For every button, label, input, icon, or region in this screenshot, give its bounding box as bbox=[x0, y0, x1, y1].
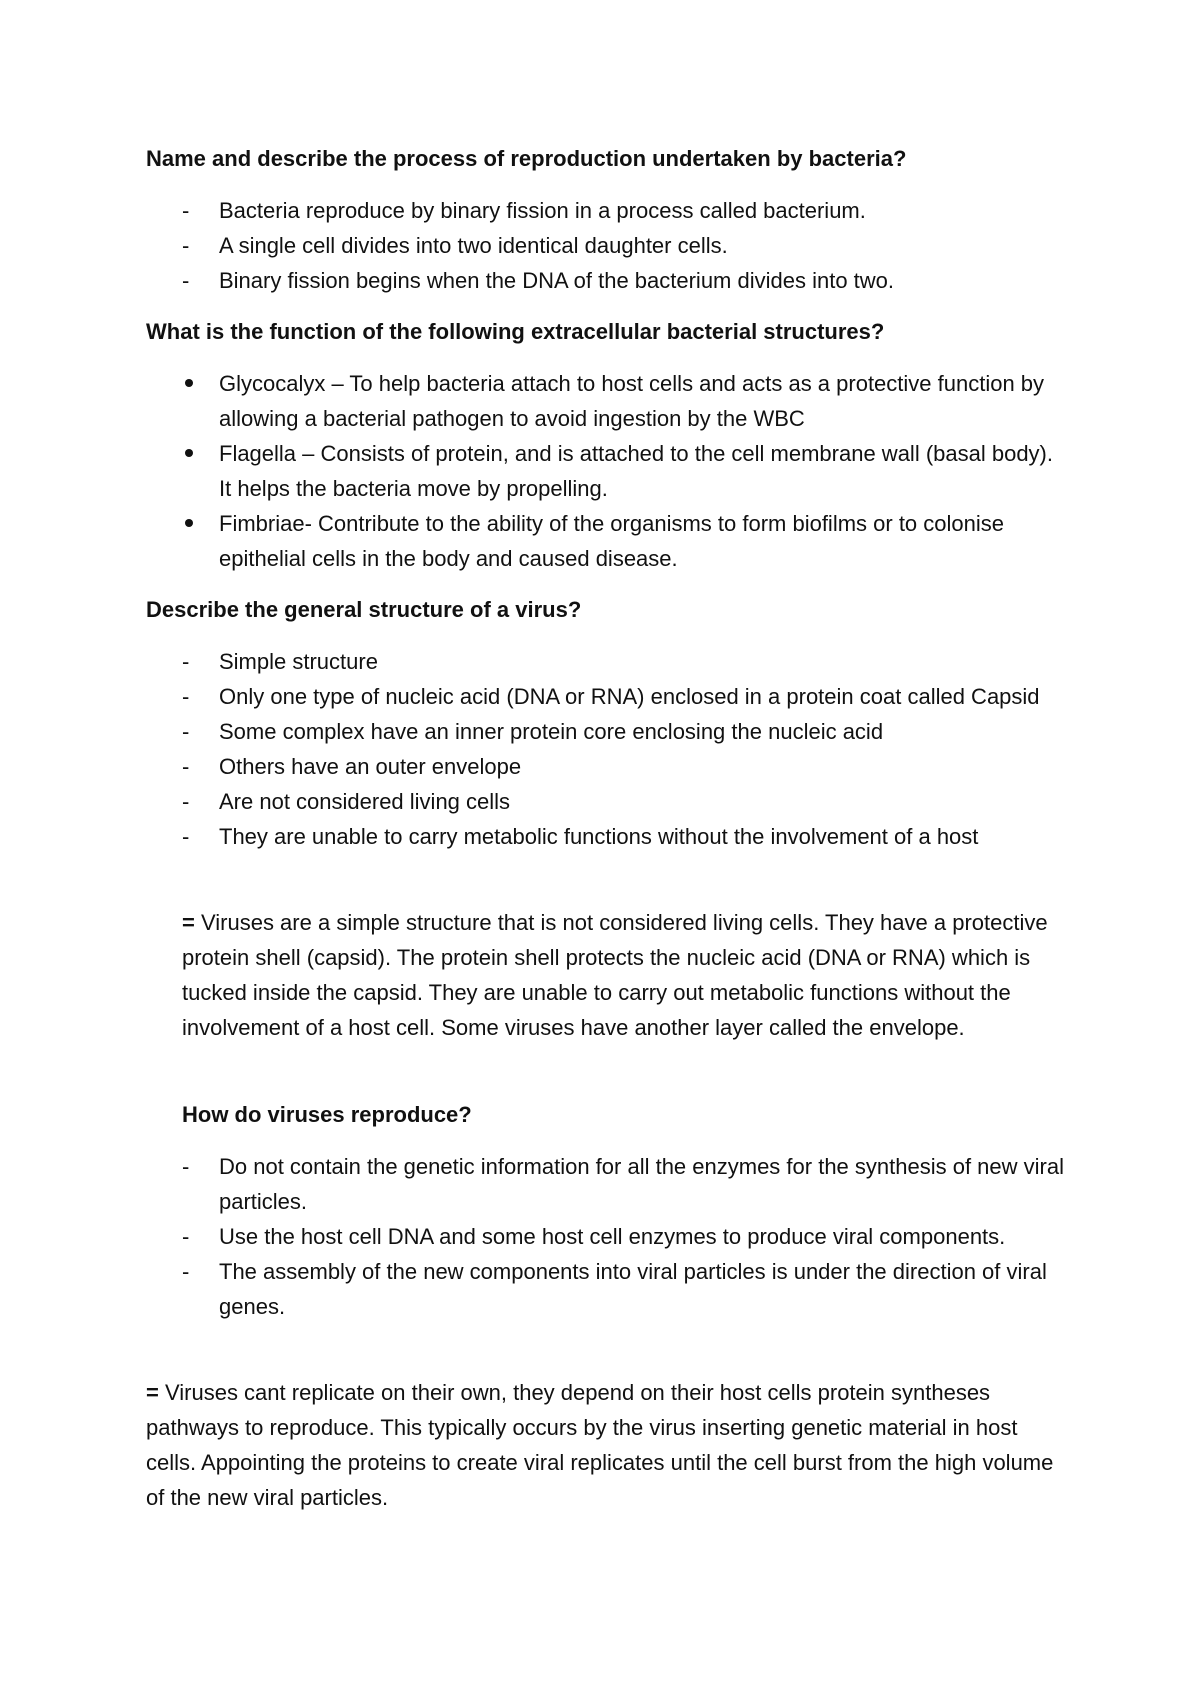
list-item bbox=[146, 1219, 1066, 1254]
dash-marker: - bbox=[182, 824, 190, 849]
list-item bbox=[146, 1254, 1066, 1324]
dash-marker: - bbox=[182, 268, 190, 293]
bullet-dot-icon bbox=[185, 519, 193, 527]
list-item-text: Simple structure bbox=[219, 649, 378, 674]
list-item-text: They are unable to carry metabolic functions without the involvement of a host bbox=[219, 824, 979, 849]
heading-virus-reproduction: How do viruses reproduce? bbox=[182, 1102, 472, 1127]
list-item-text: Binary fission begins when the DNA of the bacterium divides into two. bbox=[219, 268, 895, 293]
heading-virus-structure: Describe the general structure of a virus? bbox=[146, 597, 582, 622]
list-item-text: Fimbriae- Contribute to the ability of the organisms to form biofilms or to colonise epithelial cells in the body and caused disease. bbox=[219, 511, 1004, 571]
summary-prefix: = bbox=[182, 910, 195, 935]
list-item-text: Others have an outer envelope bbox=[219, 754, 522, 779]
list-item bbox=[146, 366, 1066, 436]
virus-reproduction-summary bbox=[146, 1375, 1066, 1515]
dash-marker: - bbox=[182, 1259, 190, 1284]
list-item bbox=[146, 436, 1066, 506]
bullet-dot-icon bbox=[185, 379, 193, 387]
heading-bacteria-reproduction: Name and describe the process of reproduction undertaken by bacteria? bbox=[146, 146, 907, 171]
virus-structure-summary bbox=[182, 905, 1066, 1045]
list-item-text: The assembly of the new components into viral particles is under the direction of viral genes. bbox=[219, 1259, 1047, 1319]
dash-marker: - bbox=[182, 1154, 190, 1179]
virus-reproduction-list bbox=[146, 1149, 1066, 1324]
list-item bbox=[146, 263, 1066, 298]
summary-text: Viruses cant replicate on their own, they depend on their host cells protein syntheses pathways to reproduce. This typically occurs by the virus inserting genetic material in host cells. Appointing the proteins to create viral replicates until the cell burst from the high volume of the new viral particles. bbox=[146, 1380, 1054, 1510]
virus-structure-list bbox=[146, 644, 1066, 854]
list-item-text: Are not considered living cells bbox=[219, 789, 511, 814]
dash-marker: - bbox=[182, 233, 190, 258]
dash-marker: - bbox=[182, 719, 190, 744]
bullet-dot-icon bbox=[185, 449, 193, 457]
list-item-text: Glycocalyx – To help bacteria attach to host cells and acts as a protective function by allowing a bacterial pathogen to avoid ingestion by the WBC bbox=[219, 371, 1045, 431]
list-item bbox=[146, 819, 1066, 854]
list-item-text: Do not contain the genetic information for all the enzymes for the synthesis of new viral particles. bbox=[219, 1154, 1064, 1214]
list-item bbox=[146, 193, 1066, 228]
list-item-text: Flagella – Consists of protein, and is attached to the cell membrane wall (basal body). It helps the bacteria move by propelling. bbox=[219, 441, 1053, 501]
list-item-text: Use the host cell DNA and some host cell enzymes to produce viral components. bbox=[219, 1224, 1006, 1249]
list-item-text: A single cell divides into two identical daughter cells. bbox=[219, 233, 728, 258]
list-item bbox=[146, 749, 1066, 784]
dash-marker: - bbox=[182, 684, 190, 709]
list-item-text: Bacteria reproduce by binary fission in a process called bacterium. bbox=[219, 198, 866, 223]
heading-extracellular-structures: What is the function of the following extracellular bacterial structures? bbox=[146, 319, 885, 344]
list-item bbox=[146, 784, 1066, 819]
summary-prefix: = bbox=[146, 1380, 159, 1405]
list-item bbox=[146, 714, 1066, 749]
list-item-text: Only one type of nucleic acid (DNA or RNA) enclosed in a protein coat called Capsid bbox=[219, 684, 1040, 709]
extracellular-structures-list bbox=[146, 366, 1066, 576]
summary-text: Viruses are a simple structure that is not considered living cells. They have a protective protein shell (capsid). The protein shell protects the nucleic acid (DNA or RNA) which is tucked inside the capsid. They are unable to carry out metabolic functions without the involvement of a host cell. Some viruses have another layer called the envelope. bbox=[182, 910, 1048, 1040]
dash-marker: - bbox=[182, 754, 190, 779]
list-item bbox=[146, 644, 1066, 679]
list-item bbox=[146, 679, 1066, 714]
bacteria-reproduction-list bbox=[146, 193, 1066, 298]
dash-marker: - bbox=[182, 1224, 190, 1249]
list-item bbox=[146, 1149, 1066, 1219]
dash-marker: - bbox=[182, 789, 190, 814]
list-item-text: Some complex have an inner protein core enclosing the nucleic acid bbox=[219, 719, 884, 744]
list-item bbox=[146, 228, 1066, 263]
dash-marker: - bbox=[182, 649, 190, 674]
dash-marker: - bbox=[182, 198, 190, 223]
list-item bbox=[146, 506, 1066, 576]
